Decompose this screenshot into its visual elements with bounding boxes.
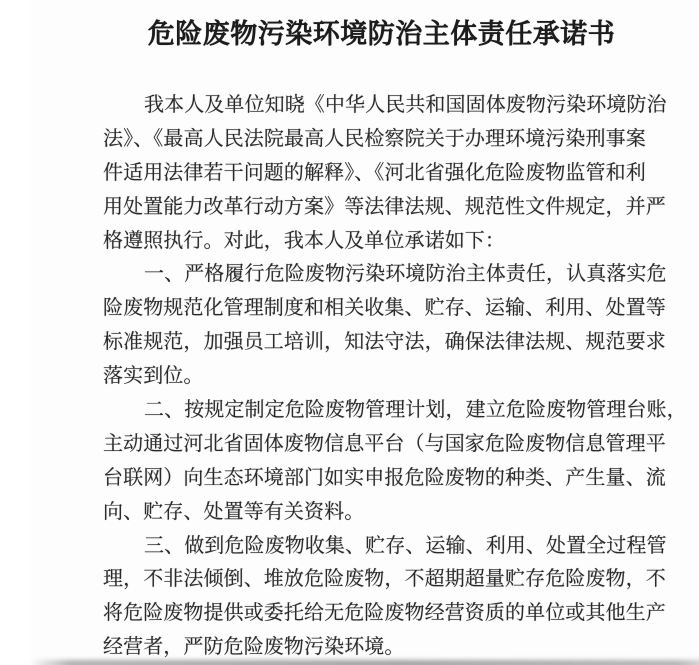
text-line: 台联网）向生态环境部门如实申报危险废物的种类、产生量、流 (103, 466, 666, 489)
document-title: 危险废物污染环境防治主体责任承诺书 (147, 19, 616, 49)
text-line: 理，不非法倾倒、堆放危险废物，不超期超量贮存危险废物，不 (103, 568, 666, 591)
text-line: 我本人及单位知晓《中华人民共和国固体废物污染环境防治 (144, 94, 667, 116)
text-line: 向、贮存、处置等有关资料。 (103, 500, 365, 523)
text-line: 险废物规范化管理制度和相关收集、贮存、运输、利用、处置等 (103, 297, 666, 320)
text-line: 法》、《最高人民法院最高人民检察院关于办理环境污染刑事案 (103, 127, 646, 150)
text-line: 件适用法律若干问题的解释》、《河北省强化危险废物监管和利 (103, 161, 646, 184)
text-line: 经营者，严防危险废物污染环境。 (103, 636, 405, 659)
text-line: 标准规范，加强员工培训，知法守法，确保法律法规、规范要求 (103, 331, 666, 354)
document-body (0, 89, 699, 665)
text-line: 三、做到危险废物收集、贮存、运输、利用、处置全过程管 (144, 534, 667, 557)
text-line: 主动通过河北省固体废物信息平台（与国家危险废物信息管理平 (103, 432, 666, 455)
text-line: 一、严格履行危险废物污染环境防治主体责任，认真落实危 (144, 263, 667, 286)
text-line: 落实到位。 (103, 365, 204, 388)
text-line: 用处置能力改革行动方案》等法律法规、规范性文件规定，并严 (103, 195, 666, 218)
text-line: 将危险废物提供或委托给无危险废物经营资质的单位或其他生产 (103, 602, 666, 625)
page-bottom-edge-shadow (30, 660, 699, 665)
text-line: 格遵照执行。对此，我本人及单位承诺如下： (103, 229, 505, 252)
text-line: 二、按规定制定危险废物管理计划，建立危险废物管理台账， (144, 399, 687, 422)
